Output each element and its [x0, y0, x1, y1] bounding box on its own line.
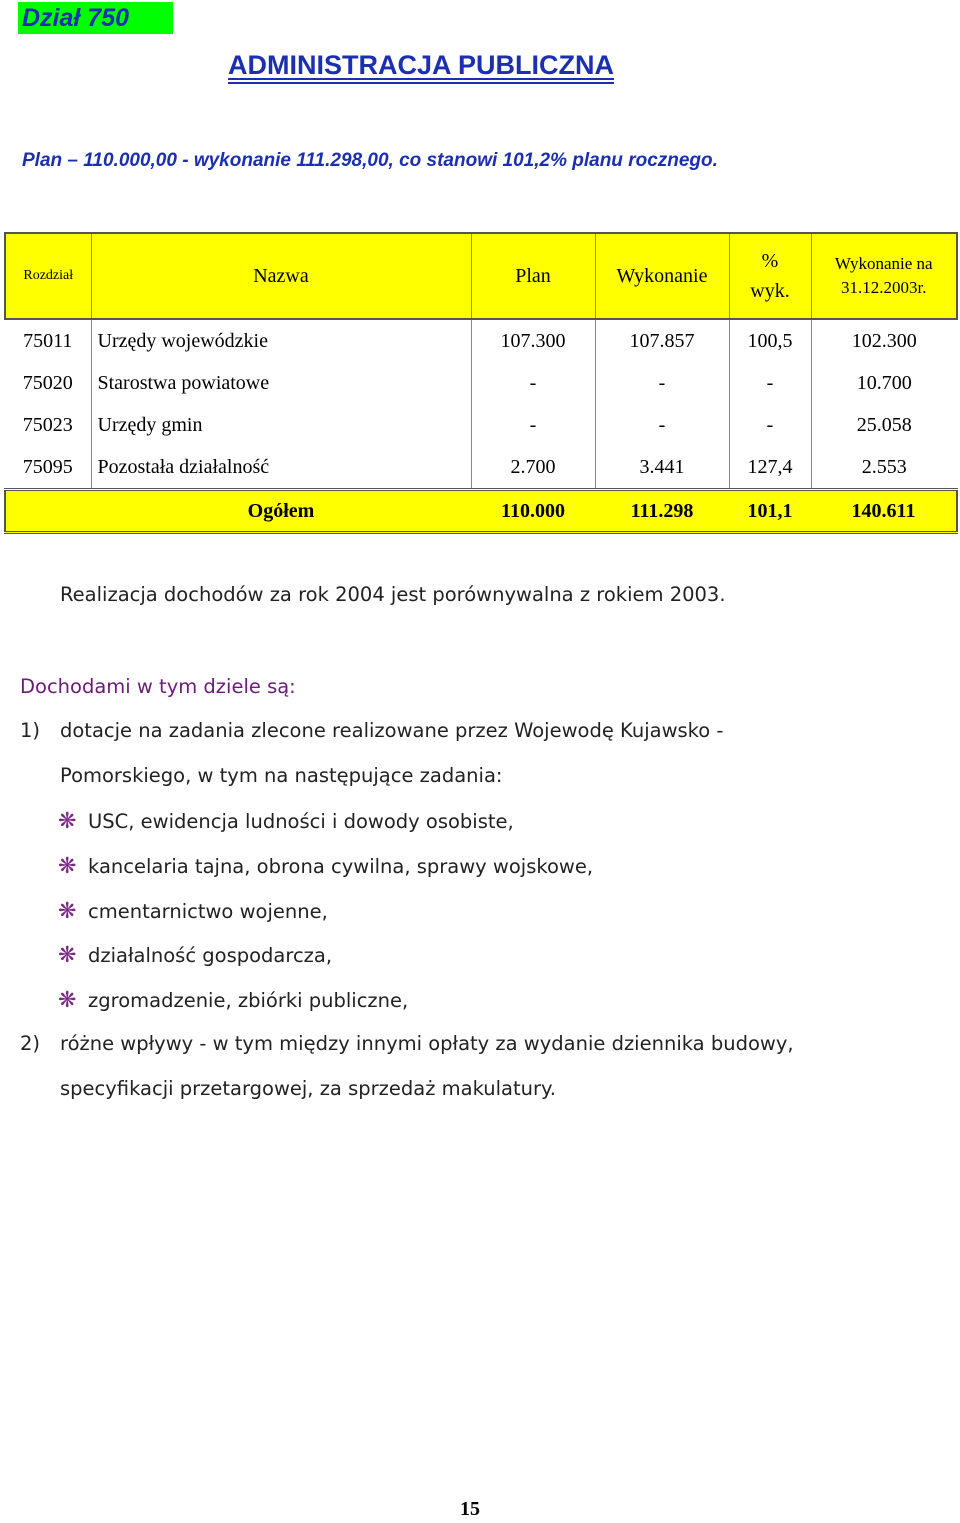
asterisk-flower-icon: ❋: [58, 988, 77, 1013]
dochody-heading: Dochodami w tym dziele są:: [20, 675, 296, 698]
total-wyk-2003: 140.611: [811, 490, 957, 533]
realizacja-text: Realizacja dochodów za rok 2004 jest porównywalna z rokiem 2003.: [60, 583, 726, 606]
item1-number: 1): [20, 719, 41, 742]
list-item: [58, 988, 408, 1013]
cell-plan: 2.700: [471, 446, 595, 490]
cell-wyk-2003: 25.058: [811, 404, 957, 446]
cell-rozdzial: 75095: [22, 455, 73, 478]
cell-pct: 127,4: [729, 446, 811, 490]
cell-rozdzial: 75023: [22, 413, 73, 436]
asterisk-flower-icon: ❋: [58, 809, 77, 834]
item2-line1: [20, 1032, 794, 1055]
item2-number: 2): [20, 1032, 41, 1055]
total-wykonanie: 111.298: [595, 490, 729, 533]
header-pct-line2: wyk.: [750, 280, 790, 302]
page-number: 15: [460, 1498, 480, 1520]
list-item: [58, 809, 514, 834]
cell-plan: -: [471, 404, 595, 446]
cell-nazwa: Pozostała działalność: [91, 446, 471, 490]
bullet-text: zgromadzenie, zbiórki publiczne,: [88, 989, 409, 1012]
cell-rozdzial: 75011: [23, 329, 73, 352]
cell-nazwa: Urzędy gmin: [91, 404, 471, 446]
header-wykonanie: Wykonanie: [595, 233, 729, 319]
header-pct: [729, 233, 811, 319]
table-row: [5, 362, 957, 404]
asterisk-flower-icon: ❋: [58, 943, 77, 968]
header-nazwa: Nazwa: [91, 233, 471, 319]
item1-line1-text: dotacje na zadania zlecone realizowane przez Wojewodę Kujawsko -: [60, 719, 724, 742]
total-spacer: [5, 490, 91, 533]
cell-rozdzial: 75020: [22, 371, 73, 394]
total-label: Ogółem: [91, 490, 471, 533]
cell-wykonanie: -: [595, 362, 729, 404]
header-wyk-na-line2: 31.12.2003r.: [841, 278, 927, 297]
header-wyk-na: [811, 233, 957, 319]
item2-line1-text: różne wpływy - w tym między innymi opłaty za wydanie dziennika budowy,: [60, 1032, 794, 1055]
cell-wykonanie: 107.857: [595, 319, 729, 362]
cell-wyk-2003: 10.700: [811, 362, 957, 404]
table-header-row: [5, 233, 957, 319]
total-plan: 110.000: [471, 490, 595, 533]
header-wyk-na-line1: Wykonanie na: [834, 254, 933, 273]
bullet-text: USC, ewidencja ludności i dowody osobiste,: [88, 810, 514, 833]
plan-summary: Plan – 110.000,00 - wykonanie 111.298,00, co stanowi 101,2% planu rocznego.: [22, 150, 718, 171]
table-total-row: [5, 490, 957, 533]
list-item: [58, 854, 593, 879]
table-row: [5, 446, 957, 490]
bullet-text: kancelaria tajna, obrona cywilna, sprawy wojskowe,: [88, 855, 594, 878]
cell-wyk-2003: 102.300: [811, 319, 957, 362]
header-rozdzial: Rozdział: [5, 233, 91, 319]
page-title: ADMINISTRACJA PUBLICZNA: [228, 50, 614, 80]
budget-table: [4, 232, 958, 534]
section-tag: Dział 750: [18, 2, 173, 34]
header-plan: Plan: [471, 233, 595, 319]
asterisk-flower-icon: ❋: [58, 854, 77, 879]
cell-plan: 107.300: [471, 319, 595, 362]
table-row: [5, 319, 957, 362]
cell-nazwa: Starostwa powiatowe: [91, 362, 471, 404]
total-pct: 101,1: [729, 490, 811, 533]
asterisk-flower-icon: ❋: [58, 899, 77, 924]
table-row: [5, 404, 957, 446]
bullet-text: działalność gospodarcza,: [88, 944, 333, 967]
cell-nazwa: Urzędy wojewódzkie: [91, 319, 471, 362]
cell-plan: -: [471, 362, 595, 404]
cell-pct: -: [729, 404, 811, 446]
cell-wykonanie: 3.441: [595, 446, 729, 490]
list-item: [58, 943, 332, 968]
cell-wykonanie: -: [595, 404, 729, 446]
item2-line2: specyfikacji przetargowej, za sprzedaż makulatury.: [60, 1077, 556, 1100]
list-item: [58, 899, 328, 924]
cell-pct: 100,5: [729, 319, 811, 362]
item1-line2: Pomorskiego, w tym na następujące zadania:: [60, 764, 503, 787]
bullet-text: cmentarnictwo wojenne,: [88, 900, 328, 923]
cell-wyk-2003: 2.553: [811, 446, 957, 490]
header-pct-line1: %: [761, 250, 779, 272]
item1-line1: [20, 719, 723, 742]
cell-pct: -: [729, 362, 811, 404]
